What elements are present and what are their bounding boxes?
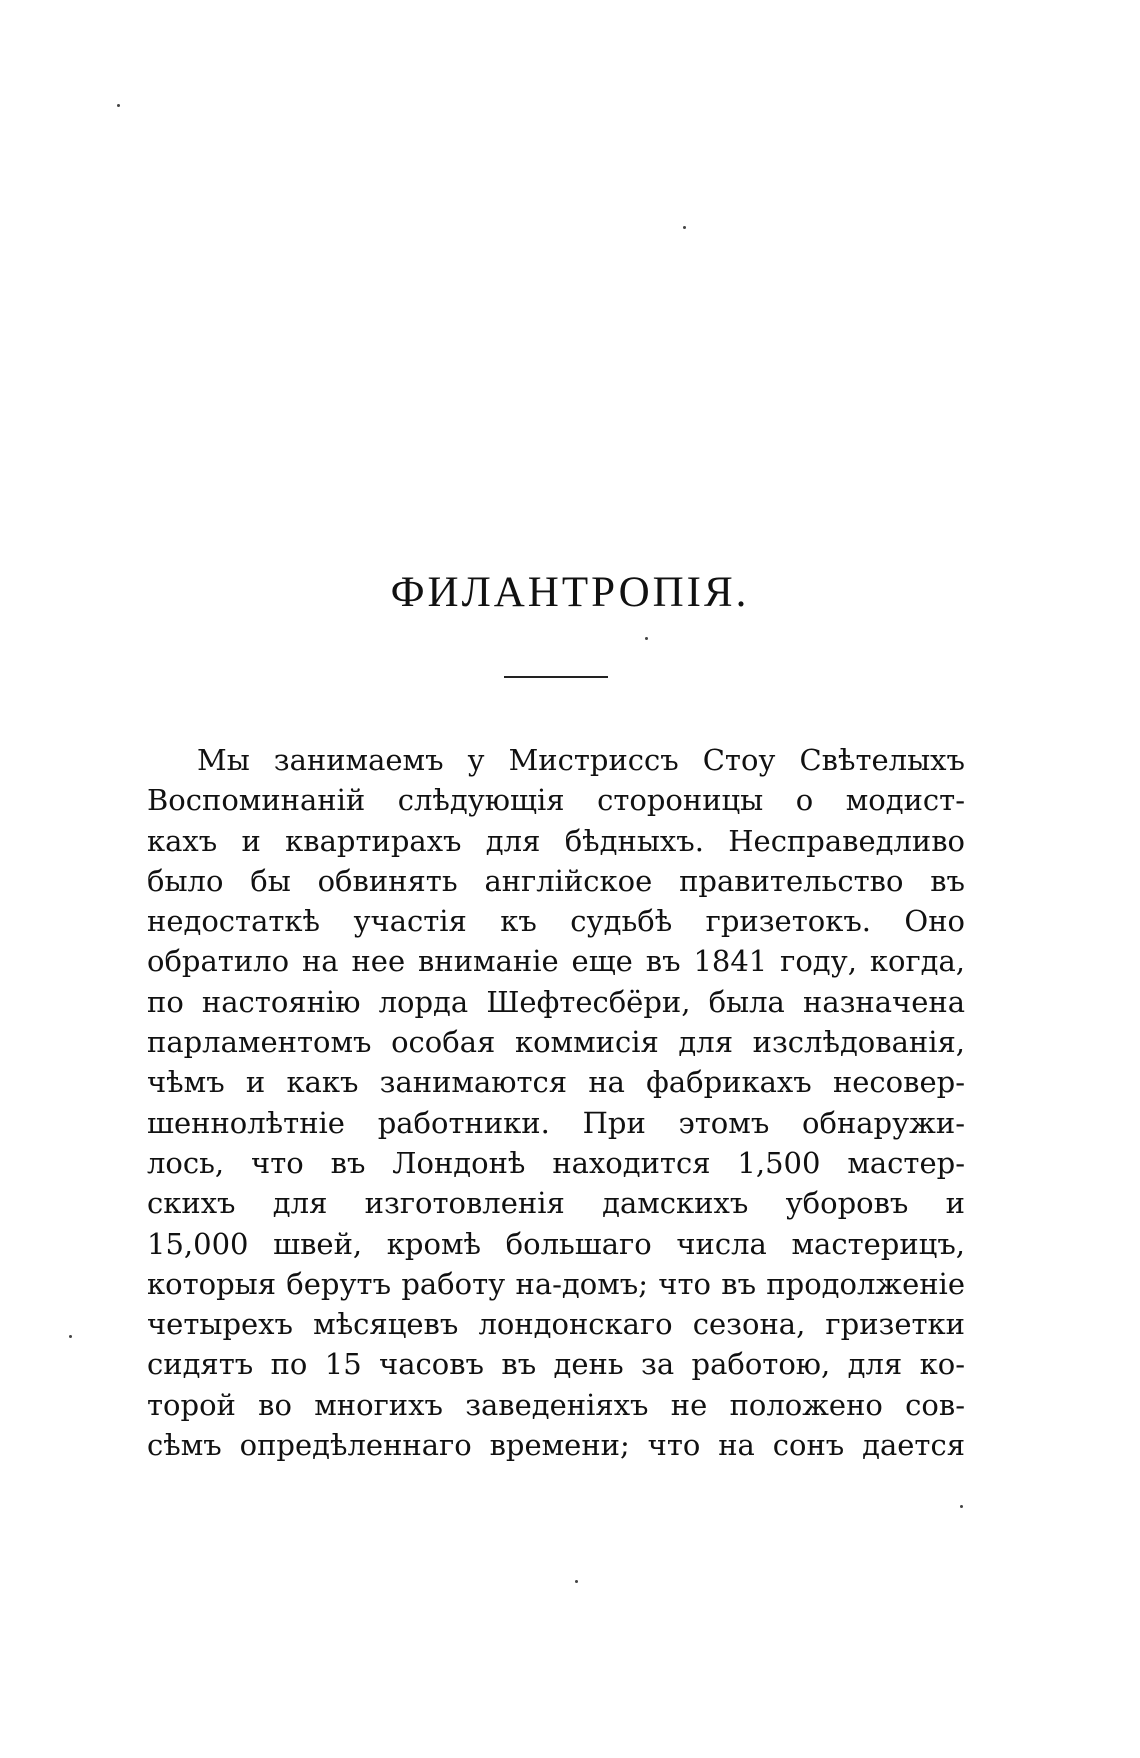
chapter-title: ФИЛАНТРОПІЯ. (390, 569, 750, 616)
text-line: обратило на нее вниманіе еще въ 1841 году, когда, (147, 944, 965, 979)
text-line: лось, что въ Лондонѣ находится 1,500 мастер- (147, 1145, 965, 1180)
text-line: торой во многихъ заведеніяхъ не положено сов- (147, 1387, 965, 1422)
text-line: скихъ для изготовленія дамскихъ уборовъ и (147, 1186, 965, 1221)
text-line: парламентомъ особая коммисія для изслѣдованія, (147, 1025, 965, 1060)
scan-speck (645, 637, 648, 640)
text-line: недостаткѣ участія къ судьбѣ гризетокъ. Оно (147, 904, 965, 939)
text-line: 15,000 швей, кромѣ большаго числа мастерицъ, (147, 1226, 965, 1261)
text-line: по настоянію лорда Шефтесбёри, была назначена (147, 984, 965, 1019)
text-line: Мы занимаемъ у Мистриссъ Стоу Свѣтелыхъ (197, 743, 965, 777)
body-paragraph (147, 740, 965, 1465)
scan-speck (683, 226, 686, 229)
text-line: сѣмъ опредѣленнаго времени; что на сонъ дается (147, 1428, 965, 1463)
text-line: чѣмъ и какъ занимаются на фабрикахъ несовер- (147, 1065, 965, 1100)
text-line: четырехъ мѣсяцевъ лондонскаго сезона, гризетки (147, 1307, 965, 1342)
text-line: Воспоминаній слѣдующія стороницы о модист- (147, 783, 965, 818)
scan-speck (960, 1505, 963, 1508)
text-line: шеннолѣтніе работники. При этомъ обнаружи- (147, 1105, 965, 1140)
text-line: которыя берутъ работу на-домъ; что въ продолженіе (147, 1266, 965, 1301)
text-line: сидятъ по 15 часовъ въ день за работою, для ко- (147, 1347, 965, 1382)
scan-speck (69, 1335, 72, 1338)
scan-speck (117, 104, 120, 107)
scan-speck (575, 1580, 578, 1583)
title-divider-rule (504, 676, 608, 678)
text-line: кахъ и квартирахъ для бѣдныхъ. Несправедливо (147, 823, 965, 858)
text-line: было бы обвинять англійское правительство въ (147, 863, 965, 898)
